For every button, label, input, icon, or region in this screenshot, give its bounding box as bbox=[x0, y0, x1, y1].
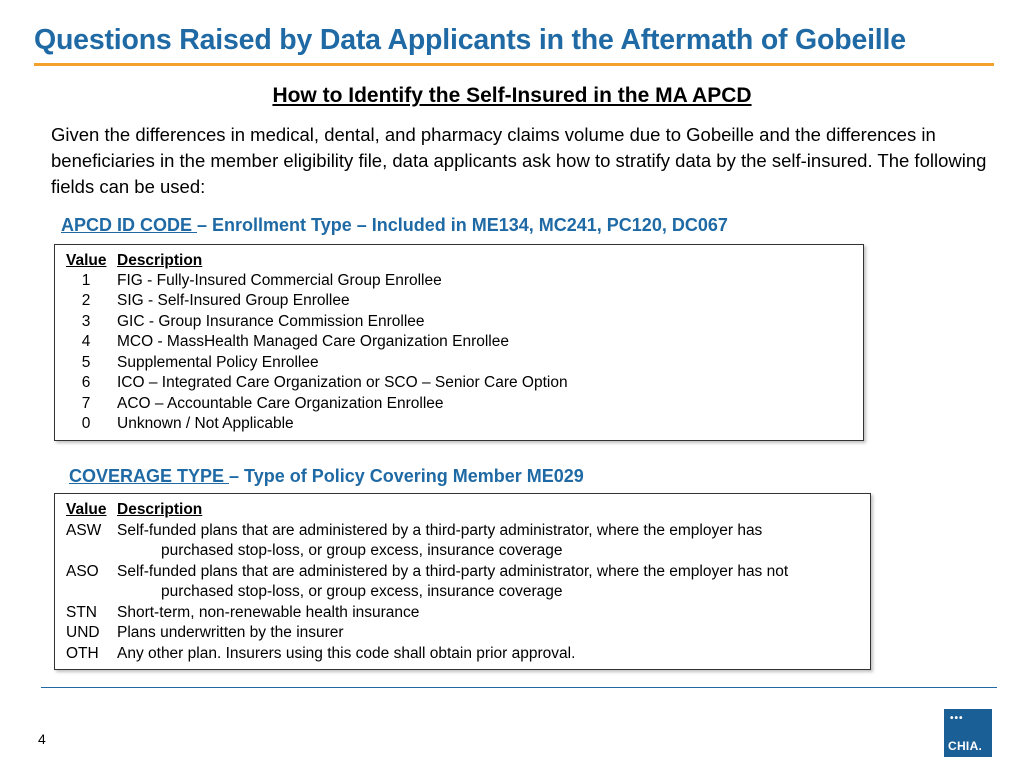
coverage-type-heading-rest: – Type of Policy Covering Member ME029 bbox=[229, 466, 584, 486]
code-value: 1 bbox=[81, 272, 91, 289]
code-description: GIC - Group Insurance Commission Enrollee bbox=[117, 313, 425, 330]
code-description: Self-funded plans that are administered by a third-party administrator, where the employer has bbox=[117, 522, 763, 539]
page-title: Questions Raised by Data Applicants in the Aftermath of Gobeille bbox=[34, 24, 906, 56]
apcd-id-code-heading-rest: – Enrollment Type – Included in ME134, MC241, PC120, DC067 bbox=[197, 215, 728, 235]
code-description: Plans underwritten by the insurer bbox=[117, 624, 344, 641]
code-value: 5 bbox=[81, 354, 91, 371]
title-underline-rule bbox=[34, 63, 994, 66]
footer-rule bbox=[41, 687, 997, 688]
apcd-id-code-field-name: APCD ID CODE bbox=[61, 215, 198, 235]
code-description: Unknown / Not Applicable bbox=[117, 415, 294, 432]
page-number: 4 bbox=[38, 731, 46, 747]
code-value: ASO bbox=[66, 563, 99, 580]
code-description: ICO – Integrated Care Organization or SCO – Senior Care Option bbox=[117, 374, 568, 391]
chia-logo bbox=[944, 709, 992, 757]
code-value: ASW bbox=[66, 522, 102, 539]
code-description: ACO – Accountable Care Organization Enrollee bbox=[117, 395, 444, 412]
code-description: MCO - MassHealth Managed Care Organization Enrollee bbox=[117, 333, 509, 350]
code-description: Short-term, non-renewable health insurance bbox=[117, 604, 420, 621]
code-value: 2 bbox=[81, 292, 91, 309]
code-description: Supplemental Policy Enrollee bbox=[117, 354, 319, 371]
code-value: STN bbox=[66, 604, 97, 621]
apcd-id-code-heading bbox=[61, 215, 728, 236]
logo-dots-icon: ••• bbox=[950, 713, 964, 724]
code-description: FIG - Fully-Insured Commercial Group Enrollee bbox=[117, 272, 442, 289]
coverage-type-heading bbox=[69, 466, 584, 487]
intro-paragraph: Given the differences in medical, dental, and pharmacy claims volume due to Gobeille and the differences in beneficiaries in the member eligibility file, data applicants ask how to stratify data by the self-insured. The following fields can be used: bbox=[51, 124, 987, 197]
value-column-header: Value bbox=[66, 252, 107, 269]
description-column-header: Description bbox=[117, 501, 203, 518]
coverage-type-table bbox=[54, 493, 871, 670]
description-column-header: Description bbox=[117, 252, 203, 269]
code-description: Self-funded plans that are administered by a third-party administrator, where the employer has not bbox=[117, 563, 789, 580]
apcd-id-code-table bbox=[54, 244, 864, 441]
code-description: Any other plan. Insurers using this code shall obtain prior approval. bbox=[117, 645, 576, 662]
logo-text: CHIA. bbox=[948, 739, 983, 753]
code-value: OTH bbox=[66, 645, 99, 662]
code-description-continuation: purchased stop-loss, or group excess, insurance coverage bbox=[161, 583, 563, 600]
code-value: 4 bbox=[81, 333, 91, 350]
code-value: 7 bbox=[81, 395, 91, 412]
code-value: 3 bbox=[81, 313, 91, 330]
section-subtitle: How to Identify the Self-Insured in the MA APCD bbox=[272, 84, 752, 107]
code-value: UND bbox=[66, 624, 100, 641]
code-description: SIG - Self-Insured Group Enrollee bbox=[117, 292, 350, 309]
value-column-header: Value bbox=[66, 501, 107, 518]
coverage-type-field-name: COVERAGE TYPE bbox=[69, 466, 230, 486]
code-value: 6 bbox=[81, 374, 91, 391]
code-value: 0 bbox=[81, 415, 91, 432]
code-description-continuation: purchased stop-loss, or group excess, insurance coverage bbox=[161, 542, 563, 559]
